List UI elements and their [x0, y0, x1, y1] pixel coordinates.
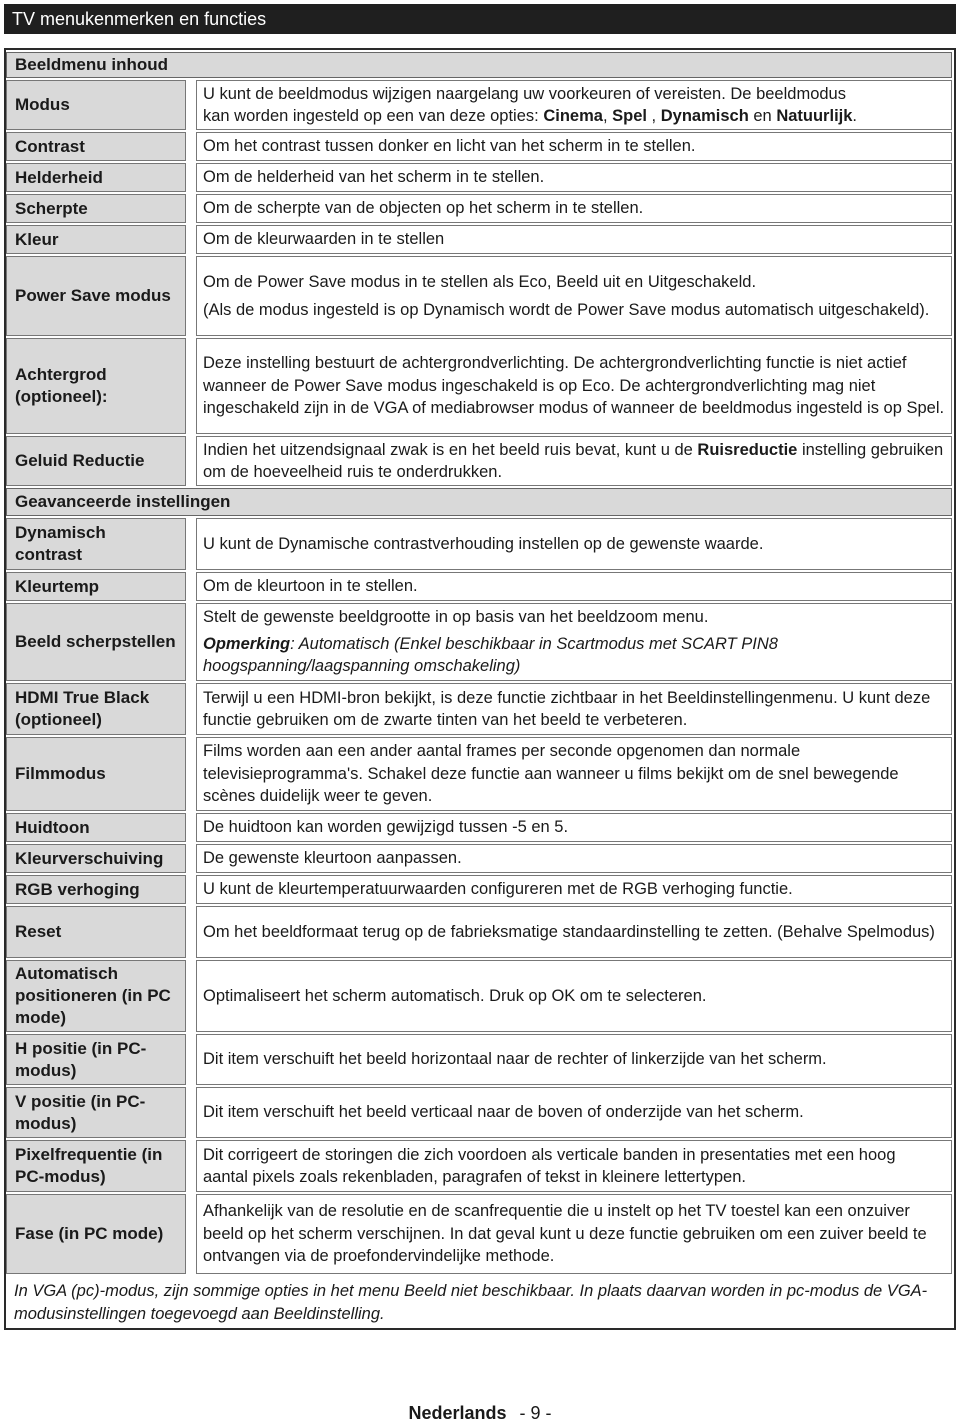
table-row-kleur [6, 225, 952, 254]
row-description: Indien het uitzendsignaal zwak is en het beeld ruis bevat, kunt u de Ruisreductie instelling gebruiken om de hoeveelheid ruis te onderdrukken. [196, 436, 952, 486]
row-description: U kunt de Dynamische contrastverhouding instellen op de gewenste waarde. [196, 518, 952, 570]
table-row-modus [6, 80, 952, 130]
table-row-h-positie [6, 1034, 952, 1085]
row-label: Scherpte [6, 194, 186, 223]
row-description: Om het contrast tussen donker en licht van het scherm in te stellen. [196, 132, 952, 161]
row-description: Om de kleurtoon in te stellen. [196, 572, 952, 601]
row-label: H positie (in PC-modus) [6, 1034, 186, 1085]
row-description: De huidtoon kan worden gewijzigd tussen -5 en 5. [196, 813, 952, 842]
row-label: Kleur [6, 225, 186, 254]
row-description: U kunt de beeldmodus wijzigen naargelang uw voorkeuren of vereisten. De beeldmodus kan worden ingesteld op een van deze opties: Cinema, Spel , Dynamisch en Natuurlijk. [196, 80, 952, 130]
row-description: Optimaliseert het scherm automatisch. Druk op OK om te selecteren. [196, 960, 952, 1032]
row-label: V positie (in PC-modus) [6, 1087, 186, 1138]
row-label: Filmmodus [6, 737, 186, 811]
table-row-scherpte [6, 194, 952, 223]
row-description: Om de scherpte van de objecten op het scherm in te stellen. [196, 194, 952, 223]
table-row-huidtoon [6, 813, 952, 842]
table-row-filmmodus [6, 737, 952, 811]
row-description: Dit corrigeert de storingen die zich voordoen als verticale banden in presentaties met een hoog aantal pixels zoals rekenbladen, paragrafen of tekst in kleinere lettertypen. [196, 1140, 952, 1192]
row-label: Contrast [6, 132, 186, 161]
table-row-v-positie [6, 1087, 952, 1138]
table-row-contrast [6, 132, 952, 161]
row-description: Om de Power Save modus in te stellen als Eco, Beeld uit en Uitgeschakeld. (Als de modus ingesteld is op Dynamisch wordt de Power Save modus automatisch uitgeschakeld). [196, 256, 952, 336]
table-row-fase [6, 1194, 952, 1274]
row-description: Films worden aan een ander aantal frames per seconde opgenomen dan normale televisieprogramma's. Schakel deze functie aan wanneer u films bekijkt om de snel bewegende scènes duidelijk weer te geven. [196, 737, 952, 811]
table-row-geluid-reductie [6, 436, 952, 486]
table-row-automatisch-positioneren [6, 960, 952, 1032]
table-row-reset [6, 906, 952, 958]
row-label: Achtergrod (optioneel): [6, 338, 186, 434]
row-label: RGB verhoging [6, 875, 186, 904]
page-title: TV menukenmerken en functies [4, 4, 956, 34]
table-row-pixelfrequentie [6, 1140, 952, 1192]
row-label: Geluid Reductie [6, 436, 186, 486]
row-description: Om de helderheid van het scherm in te stellen. [196, 163, 952, 192]
table-row-rgb-verhoging [6, 875, 952, 904]
row-description: De gewenste kleurtoon aanpassen. [196, 844, 952, 873]
row-label: Beeld scherpstellen [6, 603, 186, 681]
table-row-helderheid [6, 163, 952, 192]
table-row-dynamisch-contrast [6, 518, 952, 570]
table-row-kleurverschuiving [6, 844, 952, 873]
row-description: Dit item verschuift het beeld horizontaal naar de rechter of linkerzijde van het scherm. [196, 1034, 952, 1085]
table-row-achtergrond [6, 338, 952, 434]
table-row-hdmi-true-black [6, 683, 952, 735]
row-description: U kunt de kleurtemperatuurwaarden configureren met de RGB verhoging functie. [196, 875, 952, 904]
section-header-beeldmenu: Beeldmenu inhoud [6, 52, 952, 78]
row-description: Om de kleurwaarden in te stellen [196, 225, 952, 254]
row-label: Helderheid [6, 163, 186, 192]
row-label: Huidtoon [6, 813, 186, 842]
footer-language: Nederlands [408, 1403, 507, 1423]
row-description: Om het beeldformaat terug op de fabrieksmatige standaardinstelling te zetten. (Behalve Spelmodus) [196, 906, 952, 958]
row-label: Pixelfrequentie (in PC-modus) [6, 1140, 186, 1192]
table-row-kleurtemp [6, 572, 952, 601]
table-row-power-save [6, 256, 952, 336]
footnote: In VGA (pc)-modus, zijn sommige opties in het menu Beeld niet beschikbaar. In plaats daarvan worden in pc-modus de VGA-modusinstellingen toegevoegd aan Beeldinstelling. [14, 1282, 928, 1323]
page-number: - 9 - [519, 1403, 552, 1423]
row-label: Modus [6, 80, 186, 130]
row-label: Kleurtemp [6, 572, 186, 601]
row-label: Automatisch positioneren (in PC mode) [6, 960, 186, 1032]
row-label: Kleurverschuiving [6, 844, 186, 873]
row-label: Dynamisch contrast [6, 518, 186, 570]
table-row-beeld-scherpstellen [6, 603, 952, 681]
row-description: Terwijl u een HDMI-bron bekijkt, is deze functie zichtbaar in het Beeldinstellingenmenu. U kunt deze functie gebruiken om de zwarte tinten van het beeld te verbeteren. [196, 683, 952, 735]
section-header-geavanceerd: Geavanceerde instellingen [6, 488, 952, 516]
row-label: HDMI True Black (optioneel) [6, 683, 186, 735]
row-description: Dit item verschuift het beeld verticaal naar de boven of onderzijde van het scherm. [196, 1087, 952, 1138]
row-description: Deze instelling bestuurt de achtergrondverlichting. De achtergrondverlichting functie is niet actief wanneer de Power Save modus ingeschakeld is op Eco. De achtergrondverlichting mag niet ingeschakeld zijn in de VGA of mediabrowser modus of wanneer de beeldmodus ingesteld is op Spel. [196, 338, 952, 434]
row-label: Fase (in PC mode) [6, 1194, 186, 1274]
row-label: Reset [6, 906, 186, 958]
row-label: Power Save modus [6, 256, 186, 336]
row-description: Afhankelijk van de resolutie en de scanfrequentie die u instelt op het TV toestel kan een onzuiver beeld op het scherm verschijnen. In dat geval kunt u deze functie gebruiken om een zuiver beeld te ontvangen via de proefondervindelijke methode. [196, 1194, 952, 1274]
row-description: Stelt de gewenste beeldgrootte in op basis van het beeldzoom menu. Opmerking: Automatisch (Enkel beschikbaar in Scartmodus met SCART PIN8 hoogspanning/laagspanning omschakeling) [196, 603, 952, 681]
page-footer [0, 1403, 960, 1424]
